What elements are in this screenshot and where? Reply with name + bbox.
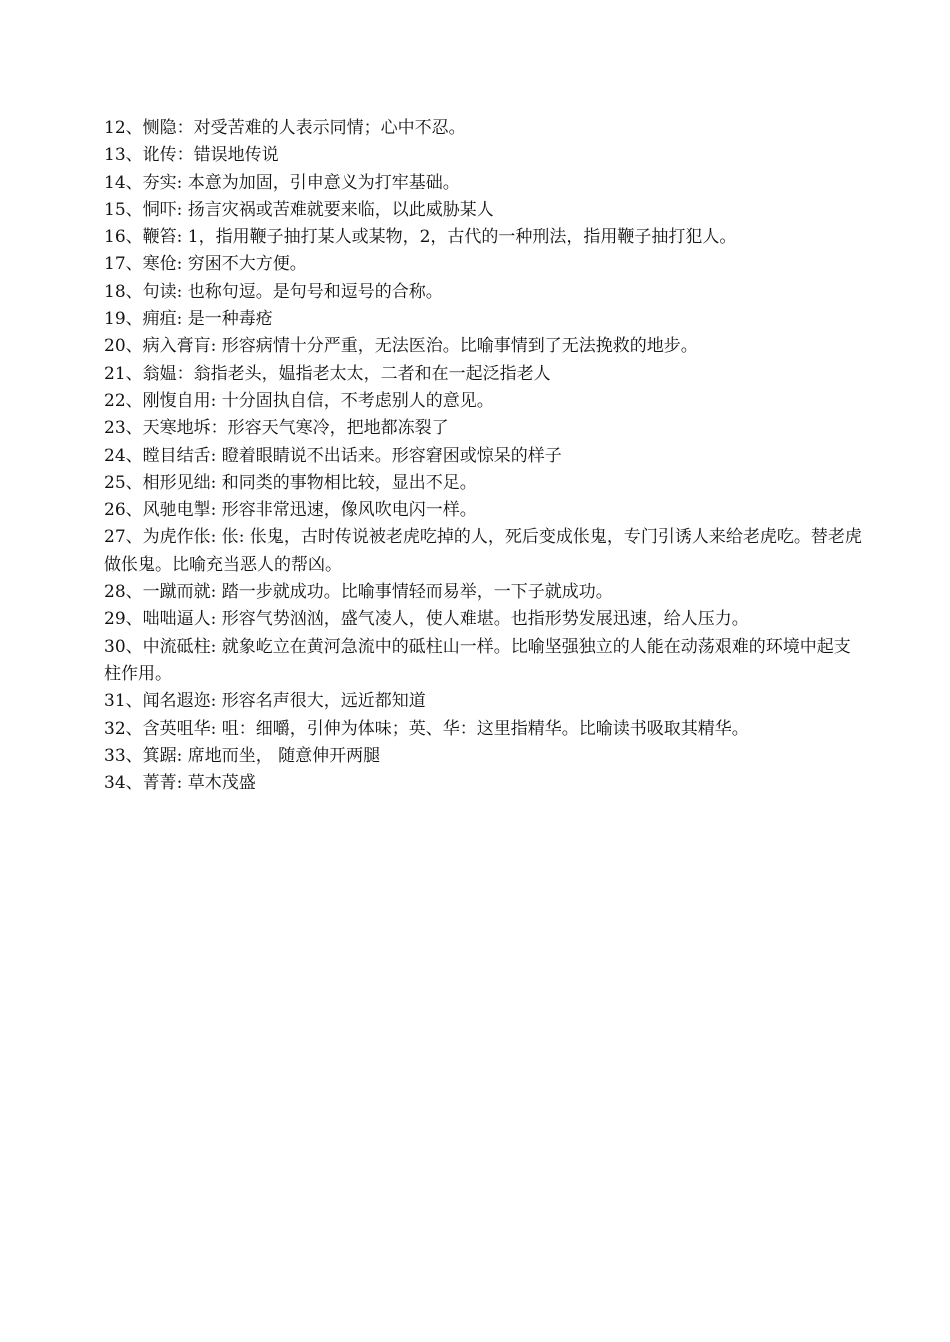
vocab-entry-20: 20、病入膏肓: 形容病情十分严重，无法医治。比喻事情到了无法挽救的地步。 bbox=[104, 336, 698, 357]
vocab-entry-16: 16、鞭笞: 1，指用鞭子抽打某人或某物，2，古代的一种刑法，指用鞭子抽打犯人。 bbox=[104, 227, 737, 248]
vocab-entry-31: 31、闻名遐迩: 形容名声很大，远近都知道 bbox=[104, 691, 426, 712]
vocab-entry-34: 34、菁菁: 草木茂盛 bbox=[104, 773, 256, 794]
vocab-entry-25: 25、相形见绌: 和同类的事物相比较，显出不足。 bbox=[104, 472, 477, 493]
vocab-entry-28: 28、一蹴而就: 踏一步就成功。比喻事情轻而易举，一下子就成功。 bbox=[104, 582, 613, 603]
vocab-entry-27: 27、为虎作伥: 伥: 伥鬼，古时传说被老虎吃掉的人，死后变成伥鬼，专门引诱人来给老虎吃。替老虎做伥鬼。比喻充当恶人的帮凶。 bbox=[104, 527, 862, 575]
vocab-entry-21: 21、翁媪：翁指老头，媪指老太太，二者和在一起泛指老人 bbox=[104, 363, 551, 384]
vocab-entry-24: 24、瞠目结舌: 瞪着眼睛说不出话来。形容窘困或惊呆的样子 bbox=[104, 445, 562, 466]
vocab-entry-15: 15、恫吓: 扬言灾祸或苦难就要来临，以此威胁某人 bbox=[104, 199, 494, 220]
vocab-entry-17: 17、寒伧: 穷困不大方便。 bbox=[104, 254, 307, 275]
vocab-entry-13: 13、讹传：错误地传说 bbox=[104, 145, 279, 166]
vocab-entry-23: 23、天寒地坼：形容天气寒冷，把地都冻裂了 bbox=[104, 418, 449, 439]
vocab-entry-12: 12、恻隐：对受苦难的人表示同情；心中不忍。 bbox=[104, 118, 466, 138]
vocab-entry-14: 14、夯实: 本意为加固，引申意义为打牢基础。 bbox=[104, 172, 460, 193]
vocab-entry-29: 29、咄咄逼人: 形容气势汹汹，盛气凌人，使人难堪。也指形势发展迅速，给人压力。 bbox=[104, 609, 749, 630]
vocab-entry-33: 33、箕踞: 席地而坐， 随意伸开两腿 bbox=[104, 745, 381, 766]
vocab-entry-26: 26、风驰电掣: 形容非常迅速，像风吹电闪一样。 bbox=[104, 500, 477, 521]
vocab-entry-30: 30、中流砥柱: 就象屹立在黄河急流中的砥柱山一样。比喻坚强独立的人能在动荡艰难的环境中起支柱作用。 bbox=[104, 636, 851, 684]
vocab-entry-22: 22、刚愎自用: 十分固执自信，不考虑别人的意见。 bbox=[104, 390, 494, 411]
vocab-entry-18: 18、句读: 也称句逗。是句号和逗号的合称。 bbox=[104, 281, 443, 302]
document-page bbox=[104, 115, 864, 797]
vocab-entry-32: 32、含英咀华: 咀：细嚼，引伸为体味；英、华：这里指精华。比喻读书吸取其精华。 bbox=[104, 718, 749, 739]
vocab-entry-19: 19、痈疽: 是一种毒疮 bbox=[104, 309, 273, 330]
